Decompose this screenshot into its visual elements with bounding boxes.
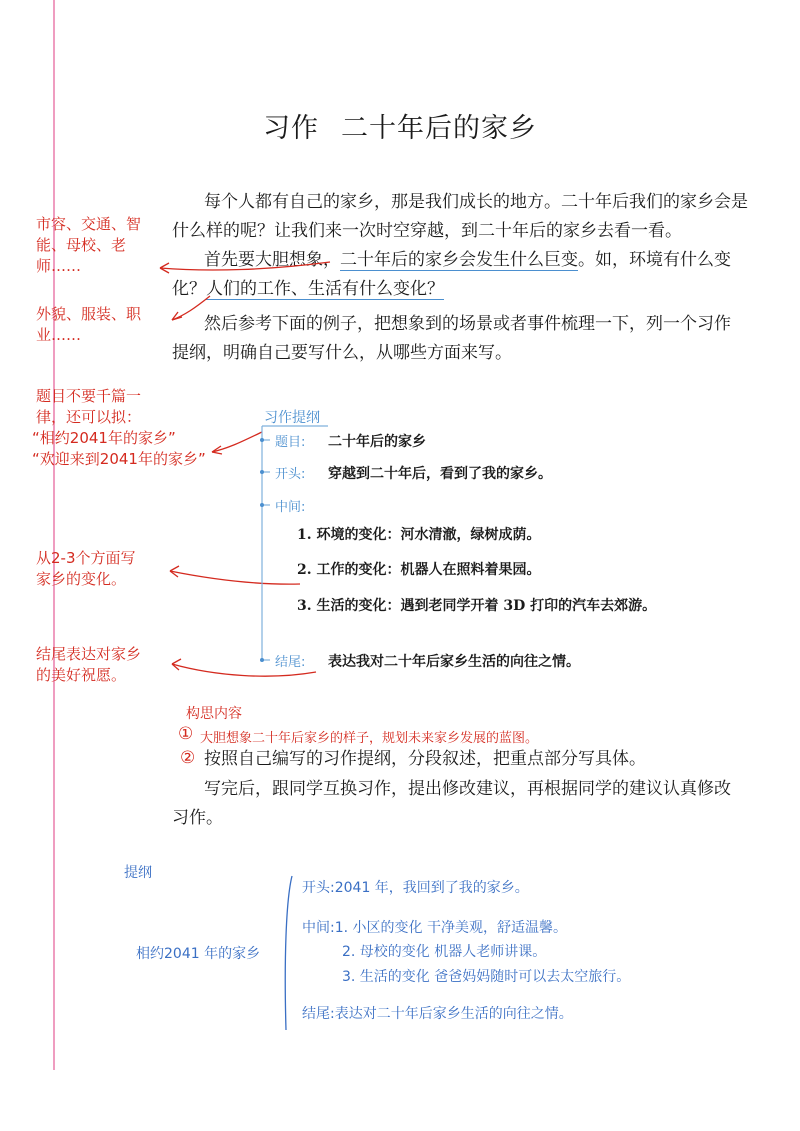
hw-end: 结尾:表达对二十年后家乡生活的向往之情。	[302, 1006, 573, 1022]
hw-heading: 提纲	[124, 865, 152, 881]
annotation-line: 的美好祝愿。	[36, 666, 127, 684]
hw-middle-1: 中间:1. 小区的变化 干净美观，舒适温馨。	[302, 920, 567, 936]
annotation-line: “欢迎来到2041年的家乡”	[32, 450, 206, 468]
outline-end-label: 结尾:	[275, 655, 306, 670]
outline-heading: 习作提纲	[264, 410, 320, 426]
hw-open: 开头:2041 年，我回到了我的家乡。	[302, 880, 529, 896]
idea-heading: 构思内容	[186, 706, 242, 722]
outline-item: 1. 环境的变化：河水清澈，绿树成荫。	[297, 527, 541, 543]
annotation-line: 从2-3个方面写	[36, 549, 136, 567]
outline-item: 2. 工作的变化：机器人在照料着果园。	[297, 562, 541, 578]
outline-topic-label: 题目:	[275, 435, 306, 450]
outline-middle-label: 中间:	[275, 500, 306, 515]
annotation-line: “相约2041年的家乡”	[32, 429, 176, 447]
annotation-line: 业……	[36, 326, 82, 344]
outline-end: 表达我对二十年后家乡生活的向往之情。	[328, 654, 580, 670]
para5-line1: 写完后，跟同学互换习作，提出修改建议，再根据同学的建议认真修改	[204, 779, 731, 799]
idea-text: 大胆想象二十年后家乡的样子，规划未来家乡发展的蓝图。	[200, 731, 539, 746]
para1-line1: 每个人都有自己的家乡，那是我们成长的地方。二十年后我们的家乡会是	[204, 192, 748, 212]
outline-topic: 二十年后的家乡	[328, 434, 426, 450]
para3-line1: 然后参考下面的例子，把想象到的场景或者事件梳理一下，列一个习作	[204, 314, 731, 334]
outline-item: 3. 生活的变化：遇到老同学开着 3D 打印的汽车去郊游。	[297, 598, 657, 614]
hw-middle-3: 3. 生活的变化 爸爸妈妈随时可以去太空旅行。	[342, 969, 631, 985]
hw-topic: 相约2041 年的家乡	[136, 946, 261, 962]
annotation-line: 家乡的变化。	[36, 570, 127, 588]
annotation-line: 外貌、服装、职	[36, 305, 142, 323]
para2-underline-a: 二十年后的家乡会发生什么巨变	[340, 250, 578, 270]
para2-text-end: 。如，环境有什么变	[578, 250, 731, 270]
annotation-line: 师……	[36, 257, 82, 275]
hw-middle-2: 2. 母校的变化 机器人老师讲课。	[342, 944, 547, 960]
annotation-line: 市容、交通、智	[36, 215, 142, 233]
annotation-line: 结尾表达对家乡	[36, 645, 142, 663]
idea-number: ①	[178, 724, 194, 744]
para5-line2: 习作。	[172, 808, 223, 828]
annotation-line: 律，还可以拟：	[36, 408, 142, 426]
annotation-line: 题目不要千篇一	[36, 387, 142, 405]
para3-line2: 提纲，明确自己要写什么，从哪些方面来写。	[172, 343, 512, 363]
para2-underline-b: 人们的工作、生活有什么变化？	[206, 279, 444, 299]
title-main: 二十年后的家乡	[341, 113, 537, 144]
outline-open-label: 开头:	[275, 467, 306, 482]
para4: 按照自己编写的习作提纲，分段叙述，把重点部分写具体。	[204, 749, 646, 769]
annotation-line: 能、母校、老	[36, 236, 127, 254]
step-two-number: ②	[180, 748, 196, 768]
para2-line2-text: 化？	[172, 279, 206, 299]
outline-open: 穿越到二十年后，看到了我的家乡。	[328, 466, 552, 482]
para2-text: 首先要大胆想象，	[204, 250, 340, 270]
para1-line2: 什么样的呢？让我们来一次时空穿越，到二十年后的家乡去看一看。	[172, 221, 682, 241]
title-prefix: 习作	[263, 113, 319, 144]
